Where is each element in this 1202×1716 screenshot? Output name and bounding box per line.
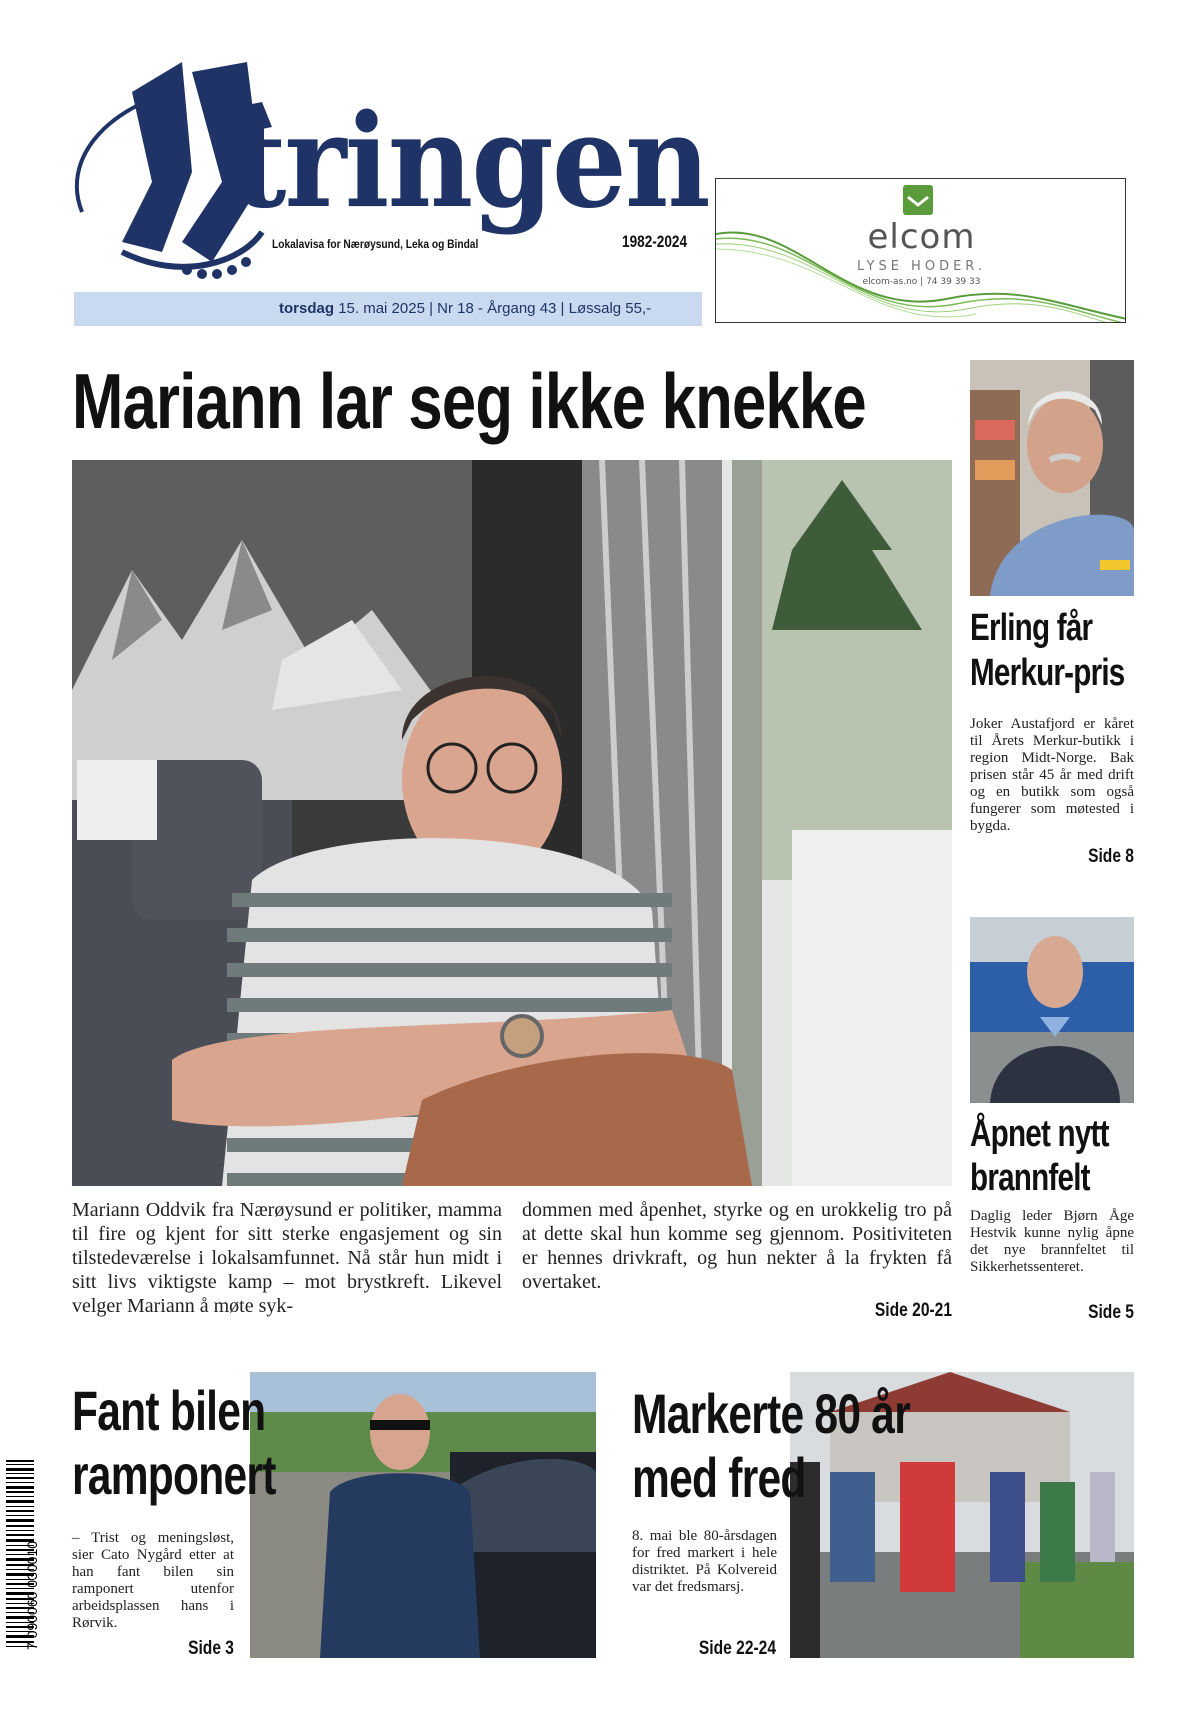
lead-text-col1: Mariann Oddvik fra Nærøysund er politiker, mamma til fire og kjent for sitt sterke engasjement og sin tilstedeværelse i lokalsamfunnet. Nå står hun midt i sitt livs viktigste kamp – mot brystkreft. Likevel velger Mariann å møte syk- bbox=[72, 1199, 502, 1317]
lead-headline[interactable]: Mariann lar seg ikke knekke bbox=[72, 357, 866, 445]
side2-text: Daglig leder Bjørn Åge Hestvik kunne nylig åpne det nye brannfeltet til Sikkerhetssenteret. bbox=[970, 1208, 1134, 1275]
ad-contact: elcom-as.no | 74 39 39 33 bbox=[862, 277, 981, 287]
side2-page-ref[interactable]: Side 5 bbox=[1088, 1302, 1134, 1323]
lead-page-ref[interactable]: Side 20-21 bbox=[874, 1300, 952, 1321]
elcom-ad[interactable] bbox=[715, 178, 1126, 323]
lead-photo bbox=[72, 460, 952, 1186]
ad-brand: elcom bbox=[867, 217, 976, 257]
side1-headline[interactable]: Erling får Merkur-pris bbox=[970, 607, 1125, 694]
bottom1-photo bbox=[250, 1372, 596, 1658]
bottom2-headline-line2[interactable]: med fred bbox=[632, 1446, 806, 1509]
side2-headline[interactable]: Åpnet nytt brannfelt bbox=[970, 1113, 1109, 1199]
masthead bbox=[62, 52, 709, 327]
side2-photo bbox=[970, 917, 1134, 1103]
barcode-digits: 7 090060 030010 bbox=[24, 1541, 40, 1650]
issue-info: 15. mai 2025 | Nr 18 - Årgang 43 | Løssalg 55,- bbox=[338, 300, 652, 317]
bottom1-headline-line2[interactable]: ramponert bbox=[72, 1443, 276, 1506]
ad-tagline: LYSE HODER. bbox=[857, 259, 986, 274]
issue-day: torsdag bbox=[279, 300, 335, 317]
lead-text-col2: dommen med åpenhet, styrke og en urokkelig tro på at dette skal hun komme seg gjennom. Positiviteten er hennes drivkraft, og hun nekter å la frykten få overtaket. bbox=[522, 1199, 952, 1293]
bottom2-text: 8. mai ble 80-årsdagen for fred markert i hele distriktet. På Kolvereid var det fredsmarsj. bbox=[632, 1528, 777, 1595]
side1-photo bbox=[970, 360, 1134, 596]
issue-strip bbox=[74, 292, 702, 326]
masthead-title: tringen bbox=[232, 87, 709, 237]
elcom-logo-icon bbox=[903, 185, 933, 215]
bottom1-headline-line1[interactable]: Fant bilen bbox=[72, 1379, 266, 1442]
bottom2-headline-line1[interactable]: Markerte 80 år bbox=[632, 1382, 911, 1445]
bottom2-page-ref[interactable]: Side 22-24 bbox=[698, 1638, 776, 1659]
bottom1-text: – Trist og meningsløst, sier Cato Nygård etter at han fant bilen sin ramponert utenfor arbeidsplassen hans i Rørvik. bbox=[72, 1530, 234, 1631]
masthead-years: 1982-2024 bbox=[622, 232, 688, 251]
side1-page-ref[interactable]: Side 8 bbox=[1088, 846, 1134, 867]
masthead-subtitle: Lokalavisa for Nærøysund, Leka og Bindal bbox=[272, 237, 479, 251]
side1-text: Joker Austafjord er kåret til Årets Merkur-butikk i region Midt-Norge. Bak prisen står 45 år med drift og en butikk som også fungerer som møtested i bygda. bbox=[970, 716, 1134, 834]
bottom1-page-ref[interactable]: Side 3 bbox=[188, 1638, 234, 1659]
